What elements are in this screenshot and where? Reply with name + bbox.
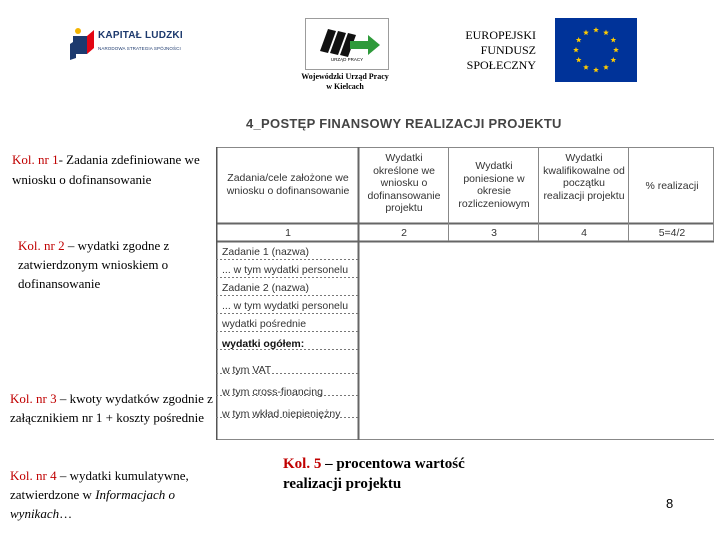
header-col-3: Wydatki poniesione w okresie rozliczeniowym	[458, 160, 530, 210]
col-number-4: 4	[581, 227, 587, 239]
table-row-label-total: wydatki ogółem:	[222, 338, 305, 350]
annotation-col-1-ref: Kol. nr 1	[12, 152, 59, 167]
urzad-pracy-logo-text: URZĄD PRACY	[330, 57, 364, 62]
header-col-5: % realizacji	[645, 180, 699, 192]
kapital-ludzki-subtitle: NARODOWA STRATEGIA SPÓJNOŚCI	[98, 46, 181, 51]
wup-caption	[285, 72, 405, 92]
table-row-label: wydatki pośrednie	[222, 318, 307, 330]
table-row-label: w tym wkład niepieniężny	[222, 408, 341, 420]
financial-progress-table	[216, 110, 716, 445]
kapital-ludzki-logo	[70, 20, 210, 66]
table-row-label: Zadanie 2 (nazwa)	[222, 282, 309, 294]
col-number-1: 1	[285, 227, 291, 239]
efs-line2: FUNDUSZ	[480, 43, 536, 57]
wup-caption-line2: w Kielcach	[326, 82, 364, 91]
annotation-col-1	[12, 150, 222, 190]
annotation-col-3-ref: Kol. nr 3	[10, 391, 57, 406]
header-col-2: Wydatki określone we wniosku o dofinansowanie projektu	[367, 152, 441, 214]
annotation-col-5-text: – procentowa wartość realizacji projektu	[283, 456, 465, 492]
kapital-ludzki-title: KAPITAŁ LUDZKI	[98, 30, 183, 41]
annotation-col-2-text: – wydatki zgodne z zatwierdzonym wnioskiem o dofinansowanie	[18, 238, 170, 291]
annotation-col-3	[10, 389, 220, 427]
table-row-label: ... w tym wydatki personelu	[222, 300, 349, 312]
annotation-col-4-text: – wydatki kumulatywne, zatwierdzone w	[10, 468, 189, 502]
annotation-col-4-ref: Kol. nr 4	[10, 468, 57, 483]
col-number-5: 5=4/2	[658, 227, 686, 239]
table-row-label: w tym VAT	[222, 364, 272, 376]
header-col-4: Wydatki kwalifikowalne od początku realizacji projektu	[543, 152, 625, 202]
annotation-col-5-ref: Kol. 5	[283, 456, 322, 472]
col-number-3: 3	[491, 227, 497, 239]
urzad-pracy-logo	[305, 18, 389, 70]
annotation-col-4-end: …	[59, 506, 73, 521]
wup-caption-line1: Wojewódzki Urząd Pracy	[301, 72, 389, 81]
kapital-ludzki-mark-icon	[70, 26, 94, 60]
table-row-label: Zadanie 1 (nazwa)	[222, 246, 309, 258]
efs-line3: SPOŁECZNY	[466, 58, 536, 72]
annotation-col-5	[283, 454, 483, 494]
page-number: 8	[666, 496, 674, 511]
table-row-label: w tym cross-financing	[222, 386, 323, 398]
col-number-2: 2	[401, 227, 407, 239]
efs-label	[440, 28, 536, 73]
efs-line1: EUROPEJSKI	[465, 28, 536, 42]
header-col-1: Zadania/cele założone we wniosku o dofinansowanie	[226, 172, 350, 197]
annotation-col-4-italic: Informacjach o wynikach	[10, 487, 175, 521]
table-row-label: ... w tym wydatki personelu	[222, 264, 349, 276]
annotation-col-2	[18, 236, 218, 293]
annotation-col-2-ref: Kol. nr 2	[18, 238, 65, 253]
annotation-col-1-text: - Zadania zdefiniowane we wniosku o dofinansowanie	[12, 152, 200, 187]
table-title: 4_POSTĘP FINANSOWY REALIZACJI PROJEKTU	[246, 116, 562, 131]
eu-flag-icon	[555, 18, 637, 82]
annotation-col-3-text: – kwoty wydatków zgodnie z załącznikiem nr 1 + koszty pośrednie	[10, 391, 213, 425]
annotation-col-4	[10, 466, 230, 523]
